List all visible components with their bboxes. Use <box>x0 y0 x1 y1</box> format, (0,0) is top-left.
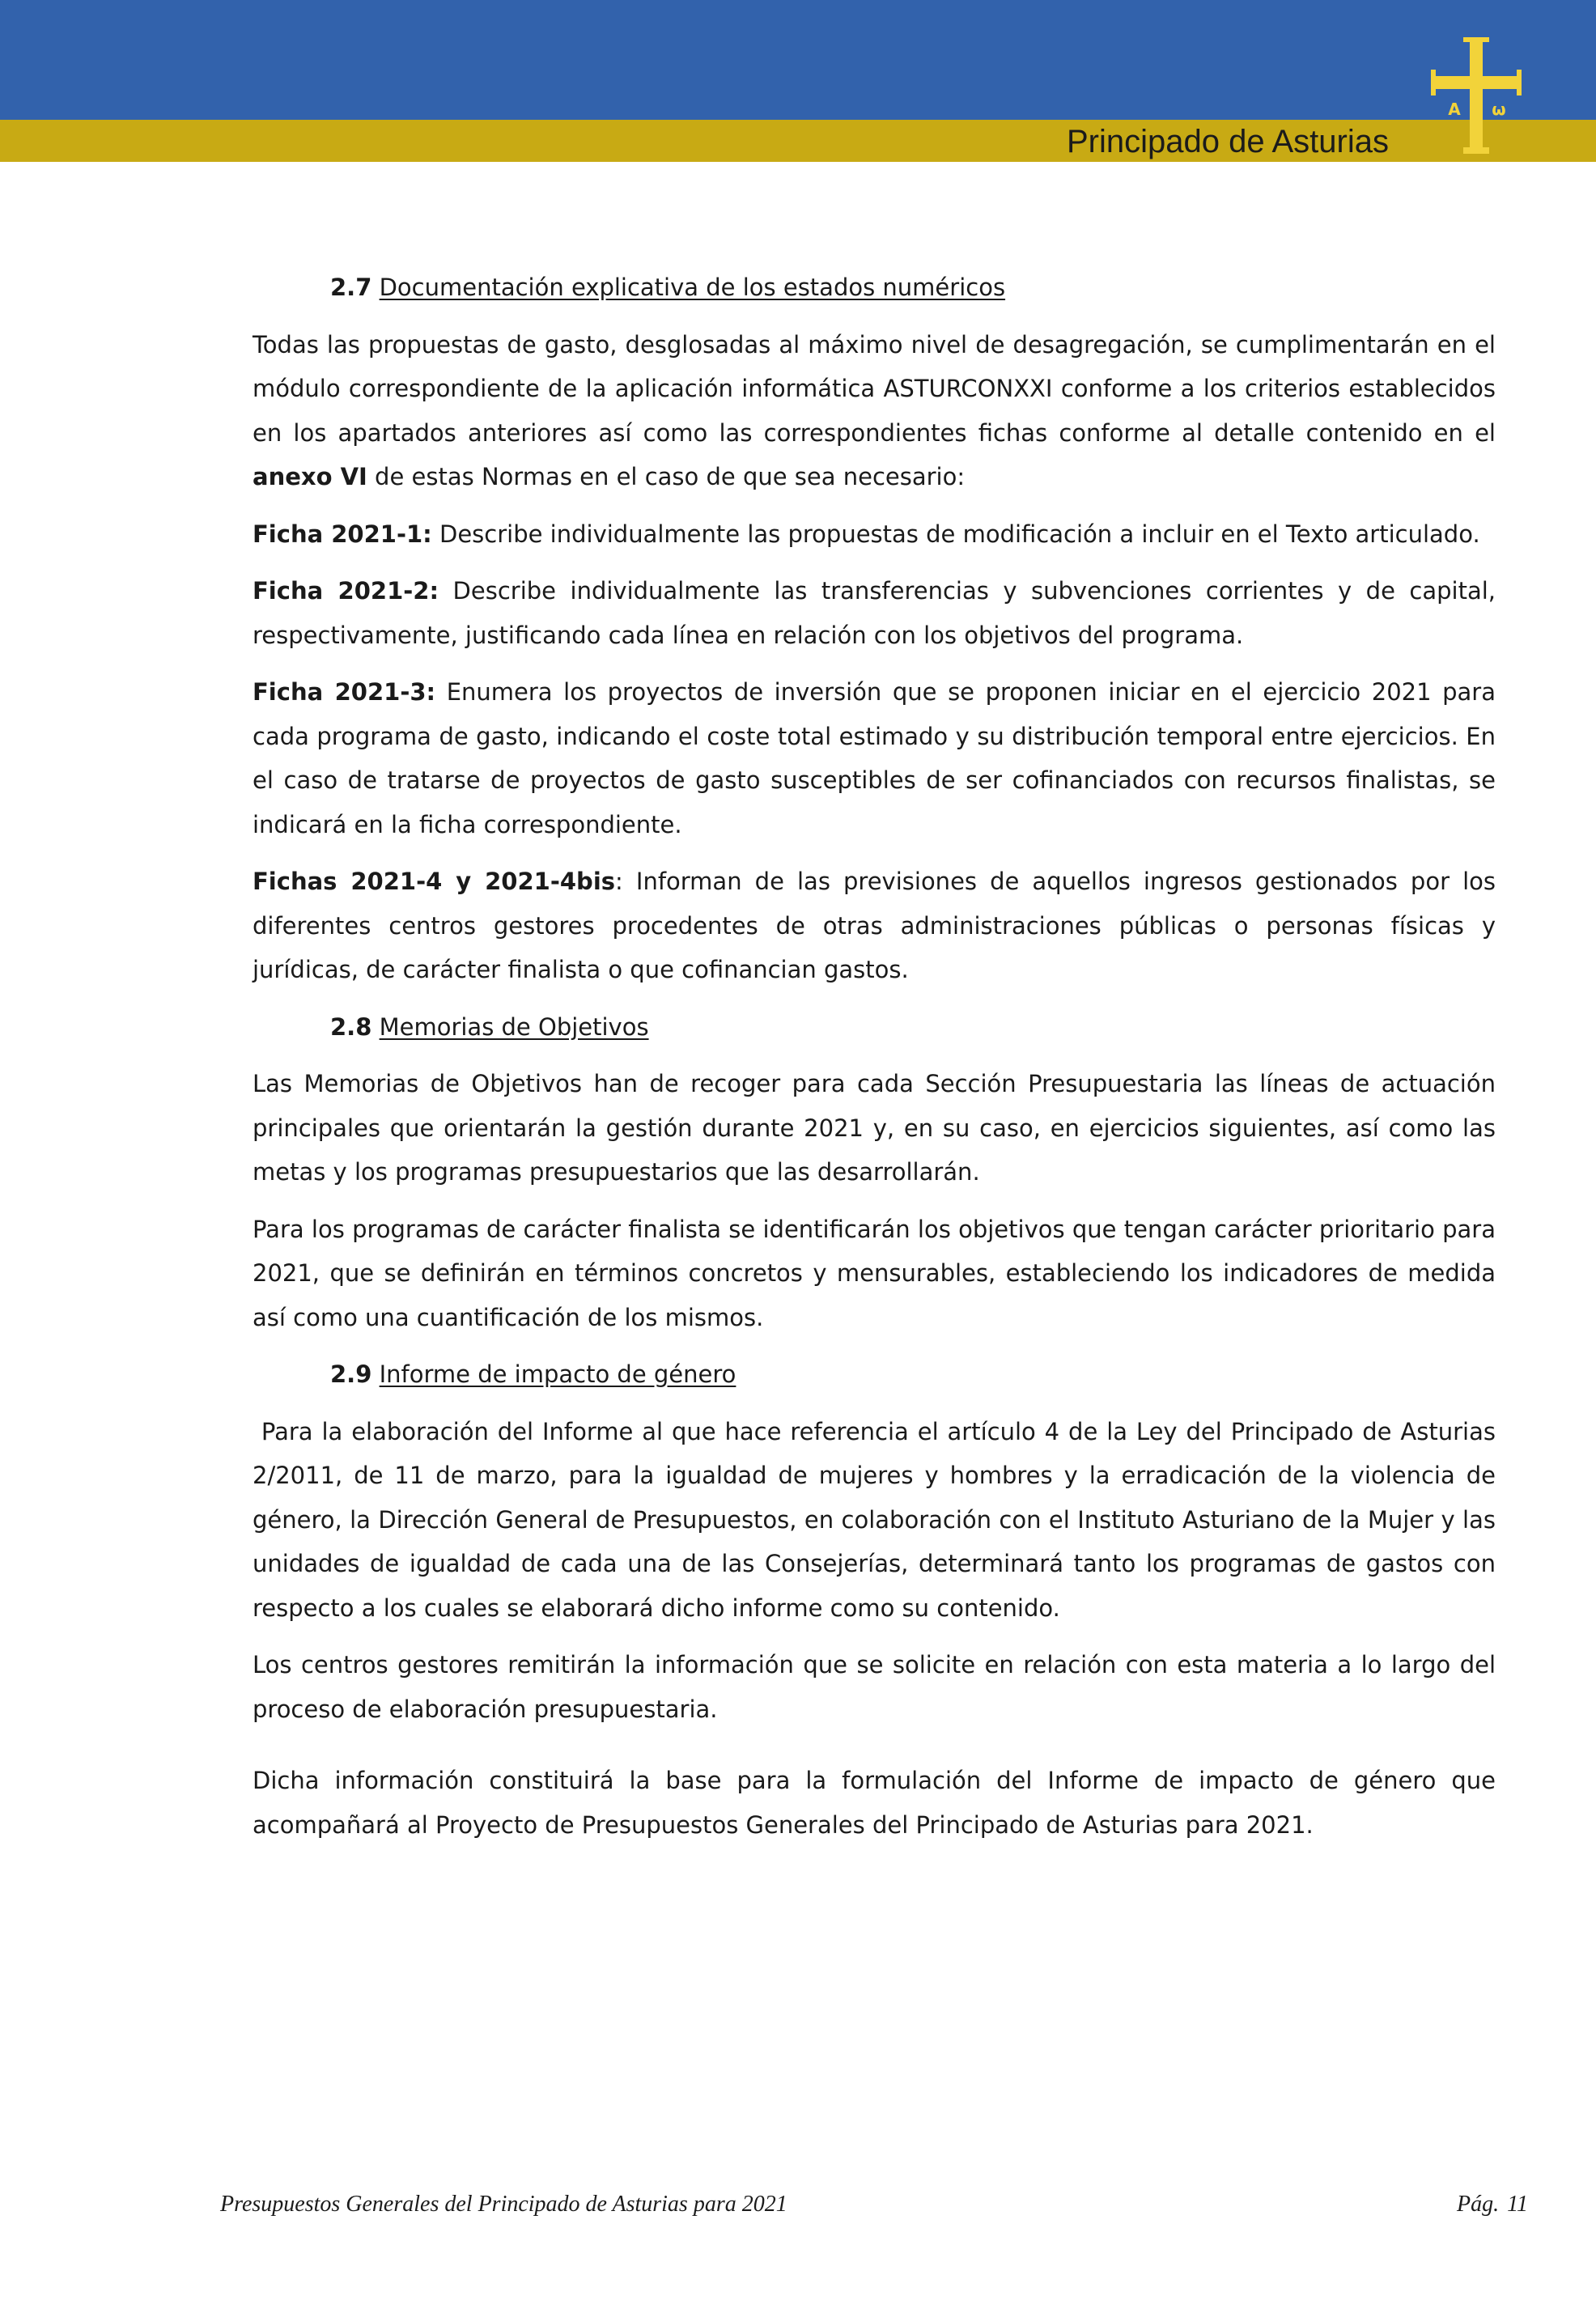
section-title: Informe de impacto de género <box>379 1360 736 1388</box>
ficha-label: Ficha 2021-3: <box>253 678 436 706</box>
bold-run: anexo VI <box>253 463 367 490</box>
paragraph-ficha-4 <box>253 859 1496 992</box>
paragraph-ficha-2 <box>253 569 1496 657</box>
header-title: Principado de Asturias <box>1066 124 1389 159</box>
ficha-label: Fichas 2021-4 y 2021-4bis <box>253 868 616 895</box>
footer-document-title: Presupuestos Generales del Principado de Asturias para 2021 <box>220 2192 787 2217</box>
paragraph-informe: Para la elaboración del Informe al que hace referencia el artículo 4 de la Ley del Principado de Asturias 2/2011, de 11 de marzo, para la igualdad de mujeres y hombres y la erradicación de la violencia de género, la Dirección General de Presupuestos, en colaboración con el Instituto Asturiano de la Mujer y las unidades de igualdad de cada una de las Consejerías, determinará tanto los programas de gastos con respecto a los cuales se elaborará dicho informe como su contenido. <box>253 1417 1504 1622</box>
cross-letter-omega: ω <box>1492 100 1506 119</box>
paragraph-dicha: Dicha información constituirá la base para la formulación del Informe de impacto de género que acompañará al Proyecto de Presupuestos Generales del Principado de Asturias para 2021. <box>253 1767 1496 1839</box>
paragraph-centros: Los centros gestores remitirán la información que se solicite en relación con esta materia a lo largo del proceso de elaboración presupuestaria. <box>253 1651 1496 1723</box>
header-blue-band <box>0 0 1596 120</box>
ficha-text: : Informan de las previsiones de aquellos ingresos gestionados por los diferentes centros gestores procedentes de otras administraciones públicas o personas físicas y jurídicas, de carácter finalista o que cofinancian gastos. <box>253 868 1496 983</box>
paragraph-intro <box>253 323 1496 499</box>
text-run: Todas las propuestas de gasto, desglosadas al máximo nivel de desagregación, se cumplimentarán en el módulo correspondiente de la aplicación informática ASTURCONXXI conforme a los criterios establecidos en los apartados anteriores así como las correspondientes fichas conforme al detalle contenido en el <box>253 330 1496 447</box>
section-heading-2-8 <box>253 1005 1496 1050</box>
ficha-text: Enumera los proyectos de inversión que se proponen iniciar en el ejercicio 2021 para cada programa de gasto, indicando el coste total estimado y su distribución temporal entre ejercicios. En el caso de tratarse de proyectos de gasto susceptibles de ser cofinanciados con recursos finalistas, se indicará en la ficha correspondiente. <box>253 678 1496 838</box>
section-title: Memorias de Objetivos <box>379 1012 649 1041</box>
paragraph-ficha-3 <box>253 670 1496 847</box>
page-label: Pág. <box>1456 2192 1500 2217</box>
text-run: de estas Normas en el caso de que sea necesario: <box>367 463 966 490</box>
paragraph-ficha-1 <box>253 512 1496 557</box>
ficha-label: Ficha 2021-1: <box>253 520 432 548</box>
paragraph-finalista: Para los programas de carácter finalista se identificarán los objetivos que tengan carácter prioritario para 2021, que se definirán en términos concretos y mensurables, estableciendo los indicadores de medida así como una cuantificación de los mismos. <box>253 1215 1496 1331</box>
ficha-text: Describe individualmente las transferencias y subvenciones corrientes y de capital, respectivamente, justificando cada línea en relación con los objetivos del programa. <box>253 577 1496 649</box>
section-title: Documentación explicativa de los estados numéricos <box>379 274 1006 301</box>
section-number: 2.8 <box>330 1012 372 1041</box>
document-body <box>253 265 1504 1860</box>
ficha-text: Describe individualmente las propuestas de modificación a incluir en el Texto articulado. <box>431 520 1480 548</box>
footer-page <box>1457 2192 1528 2218</box>
section-number: 2.9 <box>330 1360 372 1388</box>
page-number: 11 <box>1507 2192 1528 2217</box>
section-heading-2-7 <box>253 265 1496 310</box>
section-heading-2-9 <box>253 1352 1496 1397</box>
paragraph-memorias: Las Memorias de Objetivos han de recoger para cada Sección Presupuestaria las líneas de actuación principales que orientarán la gestión durante 2021 y, en su caso, en ejercicios siguientes, así como las metas y los programas presupuestarios que las desarrollarán. <box>253 1070 1496 1186</box>
victory-cross-icon <box>1428 34 1525 155</box>
ficha-label: Ficha 2021-2: <box>253 577 439 605</box>
section-number: 2.7 <box>330 274 372 301</box>
cross-letter-alpha: A <box>1448 100 1461 119</box>
